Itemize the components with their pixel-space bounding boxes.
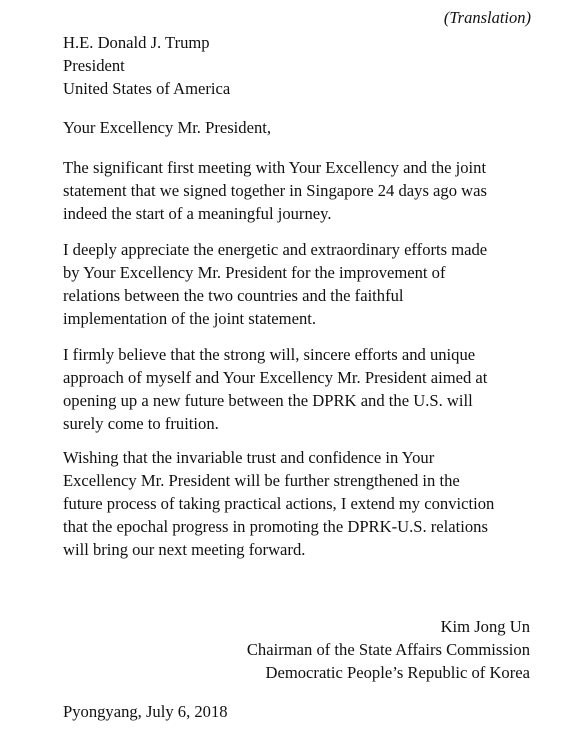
addressee-title: President (63, 56, 125, 75)
addressee-block (63, 31, 538, 100)
signature-block (247, 615, 530, 684)
addressee-country: United States of America (63, 79, 231, 98)
paragraph-line: statement that we signed together in Singapore 24 days ago was (63, 181, 487, 200)
paragraph-line: implementation of the joint statement. (63, 309, 316, 328)
place-date-text: Pyongyang, July 6, 2018 (63, 702, 228, 721)
paragraph-line: I firmly believe that the strong will, sincere efforts and unique (63, 345, 476, 364)
signatory-title: Chairman of the State Affairs Commission (246, 640, 530, 659)
paragraph-line: opening up a new future between the DPRK and the U.S. will (63, 391, 473, 410)
paragraph-line: approach of myself and Your Excellency Mr. President aimed at (63, 368, 488, 387)
paragraph-4 (63, 446, 538, 561)
signatory-country: Democratic People’s Republic of Korea (265, 663, 530, 682)
paragraph-3 (63, 343, 538, 435)
paragraph-line: future process of taking practical actions, I extend my conviction (63, 494, 495, 513)
translation-note: (Translation) (443, 8, 531, 27)
paragraph-line: surely come to fruition. (63, 414, 219, 433)
paragraph-line: by Your Excellency Mr. President for the improvement of (63, 263, 446, 282)
paragraph-1 (63, 156, 538, 225)
paragraph-line: indeed the start of a meaningful journey. (63, 204, 332, 223)
signatory-name: Kim Jong Un (440, 617, 530, 636)
paragraph-line: Wishing that the invariable trust and confidence in Your (63, 448, 435, 467)
paragraph-line: The significant first meeting with Your Excellency and the joint (63, 158, 487, 177)
place-date (63, 700, 538, 723)
paragraph-2 (63, 238, 538, 330)
salutation-text: Your Excellency Mr. President, (63, 118, 272, 137)
paragraph-line: that the epochal progress in promoting the DPRK-U.S. relations (63, 517, 488, 536)
paragraph-line: I deeply appreciate the energetic and extraordinary efforts made (63, 240, 488, 259)
paragraph-line: relations between the two countries and the faithful (63, 286, 404, 305)
paragraph-line: will bring our next meeting forward. (63, 540, 306, 559)
addressee-name: H.E. Donald J. Trump (63, 33, 210, 52)
paragraph-line: Excellency Mr. President will be further strengthened in the (63, 471, 460, 490)
salutation (63, 116, 538, 139)
